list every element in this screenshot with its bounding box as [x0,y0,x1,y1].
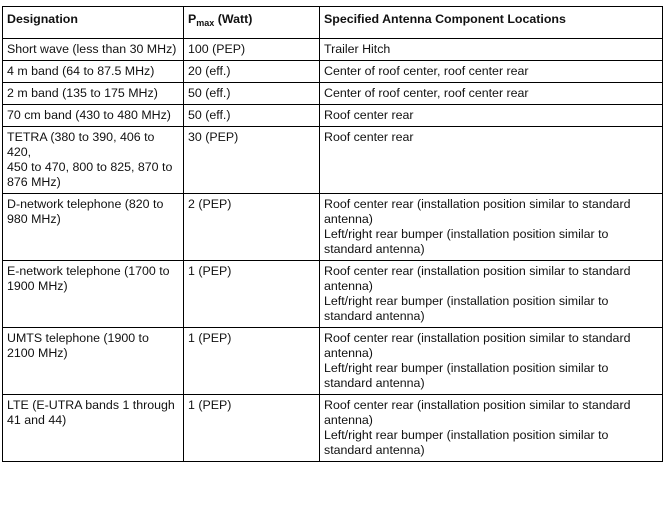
header-pmax-subscript: max [196,18,215,28]
designation-line: 450 to 470, 800 to 825, 870 to 876 MHz) [7,160,173,189]
locations-cell [320,328,663,395]
designation-cell: UMTS telephone (1900 to 2100 MHz) [3,328,184,395]
header-pmax-unit: (Watt) [214,12,253,26]
pmax-cell: 30 (PEP) [184,127,320,194]
pmax-cell: 2 (PEP) [184,194,320,261]
locations-cell [320,39,663,61]
location-line: Center of roof center, roof center rear [324,64,529,78]
designation-line: TETRA (380 to 390, 406 to 420, [7,130,155,159]
locations-cell [320,395,663,462]
antenna-specification-table [2,6,663,462]
designation-cell [3,127,184,194]
designation-cell: LTE (E-UTRA bands 1 through 41 and 44) [3,395,184,462]
table-row [3,194,663,261]
location-line: Trailer Hitch [324,42,391,56]
locations-cell [320,261,663,328]
location-line: Roof center rear (installation position similar to standard antenna) [324,197,631,226]
location-line: Roof center rear (installation position similar to standard antenna) [324,264,631,293]
designation-cell: D-network telephone (820 to 980 MHz) [3,194,184,261]
table-row [3,127,663,194]
pmax-cell: 1 (PEP) [184,261,320,328]
locations-cell [320,61,663,83]
table-row [3,395,663,462]
locations-cell [320,83,663,105]
pmax-cell: 1 (PEP) [184,395,320,462]
designation-cell: 70 cm band (430 to 480 MHz) [3,105,184,127]
table-row [3,83,663,105]
table-row [3,328,663,395]
table-header-row [3,7,663,39]
header-locations: Specified Antenna Component Locations [320,7,663,39]
location-line: Left/right rear bumper (installation position similar to standard antenna) [324,428,609,457]
location-line: Roof center rear [324,108,414,122]
header-pmax-symbol: P [188,12,197,26]
table-row [3,261,663,328]
designation-cell: 2 m band (135 to 175 MHz) [3,83,184,105]
location-line: Roof center rear [324,130,414,144]
designation-cell: Short wave (less than 30 MHz) [3,39,184,61]
locations-cell [320,105,663,127]
pmax-cell: 50 (eff.) [184,83,320,105]
location-line: Roof center rear (installation position similar to standard antenna) [324,398,631,427]
locations-cell [320,127,663,194]
locations-cell [320,194,663,261]
location-line: Left/right rear bumper (installation position similar to standard antenna) [324,361,609,390]
pmax-cell: 50 (eff.) [184,105,320,127]
designation-cell: E-network telephone (1700 to 1900 MHz) [3,261,184,328]
location-line: Left/right rear bumper (installation position similar to standard antenna) [324,294,609,323]
table-row [3,61,663,83]
pmax-cell: 1 (PEP) [184,328,320,395]
designation-cell: 4 m band (64 to 87.5 MHz) [3,61,184,83]
location-line: Center of roof center, roof center rear [324,86,529,100]
header-designation: Designation [3,7,184,39]
table-row [3,105,663,127]
header-pmax [184,7,320,39]
table-row [3,39,663,61]
location-line: Left/right rear bumper (installation position similar to standard antenna) [324,227,609,256]
pmax-cell: 100 (PEP) [184,39,320,61]
location-line: Roof center rear (installation position similar to standard antenna) [324,331,631,360]
pmax-cell: 20 (eff.) [184,61,320,83]
